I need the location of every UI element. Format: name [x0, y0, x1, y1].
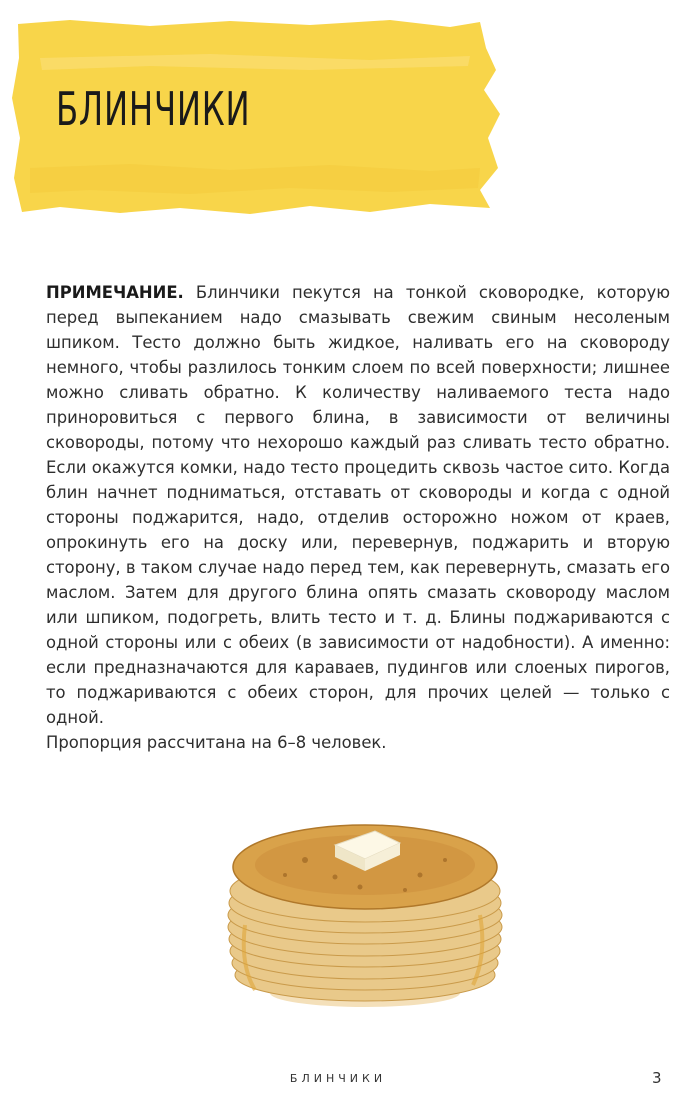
- pancake-stack-image: [215, 805, 515, 1020]
- note-block: [46, 280, 670, 755]
- proportion-line: Пропорция рассчитана на 6–8 человек.: [46, 733, 387, 752]
- title-banner: [10, 18, 505, 218]
- page-title: БЛИНЧИКИ: [56, 82, 251, 136]
- page-number: 3: [652, 1069, 662, 1087]
- running-footer: БЛИНЧИКИ: [289, 1072, 387, 1085]
- note-label: ПРИМЕЧАНИЕ.: [46, 283, 184, 302]
- note-paragraph: [46, 280, 670, 730]
- note-text: Блинчики пекутся на тонкой сковородке, которую перед выпеканием надо смазывать свежим свиным несоленым шпиком. Тесто должно быть жидкое, наливать его на сковороду немного, чтобы разлилось тонким слоем по всей поверхности; лишнее можно сливать обратно. К количеству наливаемого теста надо приноровиться с первого блина, в зависимости от величины сковороды, потому что нехорошо каждый раз сливать тесто обратно. Если окажутся комки, надо тесто процедить сквозь частое сито. Когда блин начнет подниматься, отставать от сковороды и когда с одной стороны поджарится, надо, отделив осторожно ножом от краев, опрокинуть его на доску или, перевернув, поджарить и вторую сторону, в таком случае надо перед тем, как перевернуть, смазать его маслом. Затем для другого блина опять смазать сковороду маслом или шпиком, подогреть, влить тесто и т. д. Блины поджариваются с одной стороны или с обеих (в зависимости от надобности). А именно: если предназначаются для караваев, пудингов или слоеных пирогов, то поджариваются с обеих сторон, для прочих целей — только с одной.: [46, 283, 670, 727]
